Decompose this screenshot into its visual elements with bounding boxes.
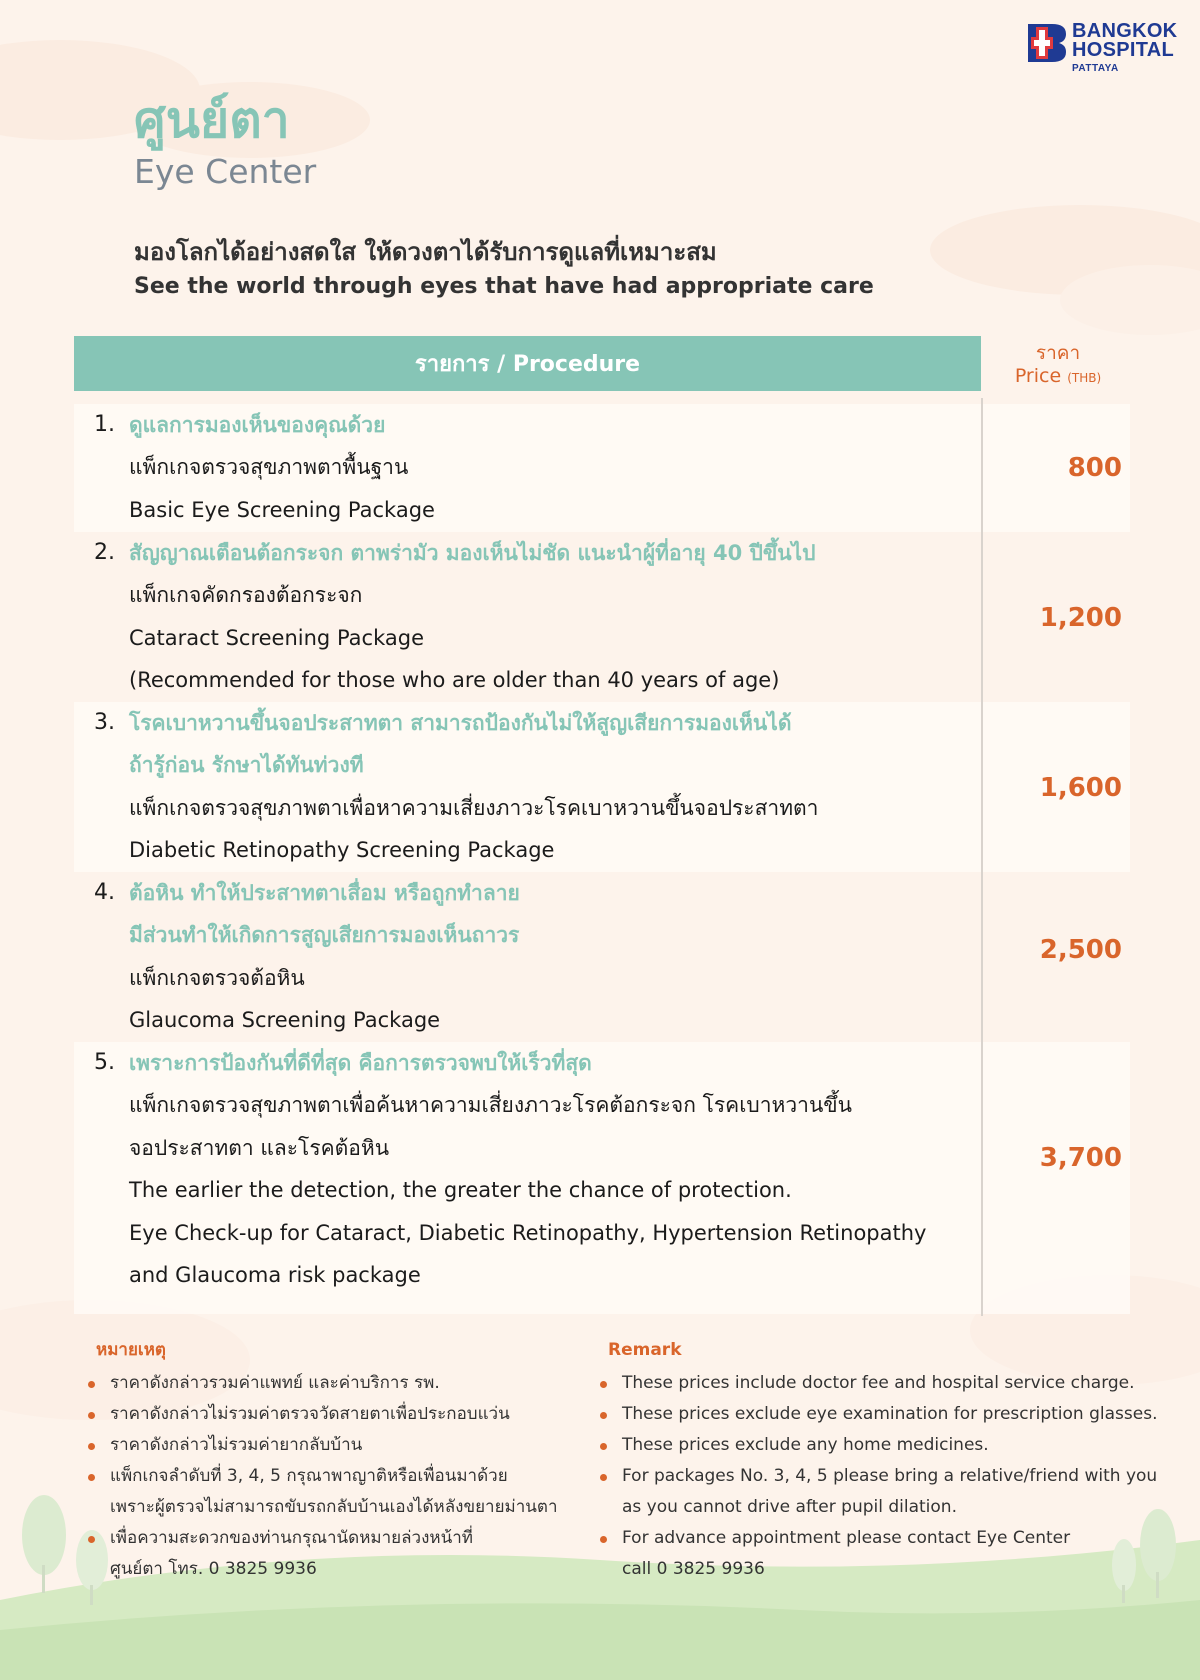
remarks-english [608,1336,1188,1585]
package-name-thai: แพ็กเกจตรวจสุขภาพตาเพื่อค้นหาความเสี่ยงภาวะโรคต้อกระจก โรคเบาหวานขึ้น [129,1093,853,1118]
package-name-english: and Glaucoma risk package [129,1263,421,1288]
hospital-cross-icon [1028,24,1066,62]
remark-item [608,1461,1188,1523]
page-title-thai: ศูนย์ตา [134,91,290,149]
remark-text: For packages No. 3, 4, 5 please bring a relative/friend with you as you cannot drive after pupil dilation. [622,1466,1158,1517]
package-name-thai: แพ็กเกจตรวจสุขภาพตาพื้นฐาน [129,455,409,480]
package-row [74,532,1130,702]
package-name-english: Diabetic Retinopathy Screening Package [129,838,555,863]
package-number: 4. [94,880,115,905]
package-highlight: ดูแลการมองเห็นของคุณด้วย [129,413,386,437]
package-slogan-english: The earlier the detection, the greater the chance of protection. [129,1178,792,1203]
package-note: (Recommended for those who are older than 40 years of age) [129,668,780,693]
price-header-english [984,364,1132,390]
page-title-english: Eye Center [134,152,317,191]
remark-item [608,1523,1188,1585]
package-number: 5. [94,1050,115,1075]
package-number: 2. [94,540,115,565]
remark-item [608,1399,1188,1430]
price-header-unit: (THB) [1067,371,1102,385]
package-price: 1,600 [1039,773,1122,803]
package-number: 1. [94,412,115,437]
package-description [129,702,979,872]
price-column-header [984,342,1132,390]
package-row [74,1042,1130,1314]
remark-text: For advance appointment please contact Eye Center call 0 3825 9936 [622,1528,1071,1579]
package-name-thai: แพ็กเกจตรวจสุขภาพตาเพื่อหาความเสี่ยงภาวะโรคเบาหวานขึ้นจอประสาทตา [129,795,819,820]
logo-line-hospital: HOSPITAL [1072,39,1175,61]
remarks-title-english: Remark [608,1340,682,1360]
package-highlight: ถ้ารู้ก่อน รักษาได้ทันท่วงที [129,753,364,778]
remarks-thai [96,1336,576,1585]
package-name-thai: จอประสาทตา และโรคต้อหิน [129,1135,390,1160]
logo-line-pattaya: PATTAYA [1072,63,1119,74]
package-description [129,1042,979,1296]
logo-line-bangkok: BANGKOK [1072,20,1178,42]
hospital-logo [1028,22,1188,78]
package-number: 3. [94,710,115,735]
package-description [129,404,979,531]
package-highlight: สัญญาณเตือนต้อกระจก ตาพร่ามัว มองเห็นไม่ชัด แนะนำผู้ที่อายุ 40 ปีขึ้นไป [129,541,816,565]
package-name-english: Eye Check-up for Cataract, Diabetic Retinopathy, Hypertension Retinopathy [129,1220,927,1245]
remark-item [608,1430,1188,1461]
remark-text: แพ็กเกจลำดับที่ 3, 4, 5 กรุณาพาญาติหรือเพื่อนมาด้วย เพราะผู้ตรวจไม่สามารถขับรถกลับบ้านเองได้หลังขยายม่านตา [110,1466,558,1517]
remark-item [96,1461,576,1523]
remark-text: These prices include doctor fee and hospital service charge. [622,1373,1135,1393]
package-price: 2,500 [1039,935,1122,965]
remark-item [608,1368,1188,1399]
package-name-thai: แพ็กเกจตรวจต้อหิน [129,965,305,990]
remarks-title-thai: หมายเหตุ [96,1340,166,1360]
remark-item [96,1523,576,1585]
remark-text: These prices exclude eye examination for prescription glasses. [622,1404,1158,1424]
package-name-thai: แพ็กเกจคัดกรองต้อกระจก [129,583,363,608]
package-name-english: Glaucoma Screening Package [129,1008,441,1033]
remark-item [96,1430,576,1461]
package-highlight: มีส่วนทำให้เกิดการสูญเสียการมองเห็นถาวร [129,923,520,948]
remark-item [96,1399,576,1430]
price-header-english-label: Price [1014,365,1062,387]
tagline-thai: มองโลกได้อย่างสดใส ให้ดวงตาได้รับการดูแลที่เหมาะสม [134,238,717,266]
package-highlight: โรคเบาหวานขึ้นจอประสาทตา สามารถป้องกันไม่ให้สูญเสียการมองเห็นได้ [129,711,792,735]
tagline-english: See the world through eyes that have had appropriate care [134,274,874,299]
remark-text: เพื่อความสะดวกของท่านกรุณานัดหมายล่วงหน้าที่ ศูนย์ตา โทร. 0 3825 9936 [110,1528,473,1579]
package-price: 800 [1067,453,1122,483]
package-name-english: Cataract Screening Package [129,625,424,650]
package-highlight: ต้อหิน ทำให้ประสาทตาเสื่อม หรือถูกทำลาย [129,881,520,905]
package-description [129,872,979,1042]
package-row [74,404,1130,532]
procedure-column-header: รายการ / Procedure [74,336,981,391]
remark-text: ราคาดังกล่าวไม่รวมค่าตรวจวัดสายตาเพื่อประกอบแว่น [110,1404,510,1424]
remarks-list-english [608,1368,1188,1585]
remark-item [96,1368,576,1399]
remark-text: These prices exclude any home medicines. [622,1435,989,1455]
price-header-thai: ราคา [1035,342,1081,364]
package-name-english: Basic Eye Screening Package [129,497,435,522]
price-column-divider [981,398,983,1316]
package-row [74,872,1130,1042]
package-row [74,702,1130,872]
package-price: 3,700 [1039,1143,1122,1173]
package-highlight: เพราะการป้องกันที่ดีที่สุด คือการตรวจพบให้เร็วที่สุด [129,1051,592,1075]
remarks-list-thai [96,1368,576,1585]
remark-text: ราคาดังกล่าวไม่รวมค่ายากลับบ้าน [110,1435,363,1455]
package-description [129,532,979,702]
remark-text: ราคาดังกล่าวรวมค่าแพทย์ และค่าบริการ รพ. [110,1373,440,1393]
package-price: 1,200 [1039,603,1122,633]
